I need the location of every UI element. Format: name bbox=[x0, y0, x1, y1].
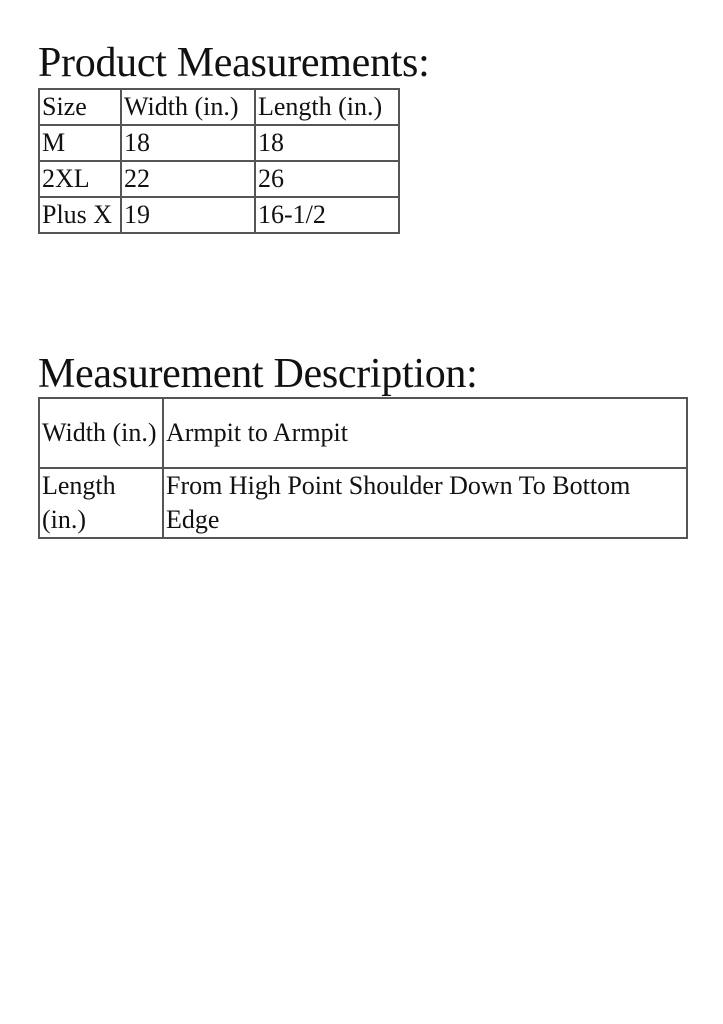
measurement-description-cell: Armpit to Armpit bbox=[163, 398, 687, 468]
width-cell: 18 bbox=[121, 125, 255, 161]
length-cell: 18 bbox=[255, 125, 399, 161]
table-row bbox=[39, 468, 687, 538]
header-length: Length (in.) bbox=[255, 89, 399, 125]
header-size: Size bbox=[39, 89, 121, 125]
size-cell: 2XL bbox=[39, 161, 121, 197]
measurement-description-cell: From High Point Shoulder Down To Bottom Edge bbox=[163, 468, 687, 538]
size-cell: Plus X bbox=[39, 197, 121, 233]
header-width: Width (in.) bbox=[121, 89, 255, 125]
size-table bbox=[38, 88, 400, 234]
measurement-description-title: Measurement Description: bbox=[38, 351, 478, 397]
table-row bbox=[39, 125, 399, 161]
measurement-name-cell: Width (in.) bbox=[39, 398, 163, 468]
width-cell: 22 bbox=[121, 161, 255, 197]
table-row bbox=[39, 398, 687, 468]
measurement-name-cell: Length (in.) bbox=[39, 468, 163, 538]
table-row bbox=[39, 161, 399, 197]
width-cell: 19 bbox=[121, 197, 255, 233]
length-cell: 16-1/2 bbox=[255, 197, 399, 233]
table-row bbox=[39, 197, 399, 233]
product-measurements-title: Product Measurements: bbox=[38, 40, 430, 86]
length-cell: 26 bbox=[255, 161, 399, 197]
table-header-row bbox=[39, 89, 399, 125]
size-cell: M bbox=[39, 125, 121, 161]
description-table bbox=[38, 397, 688, 539]
